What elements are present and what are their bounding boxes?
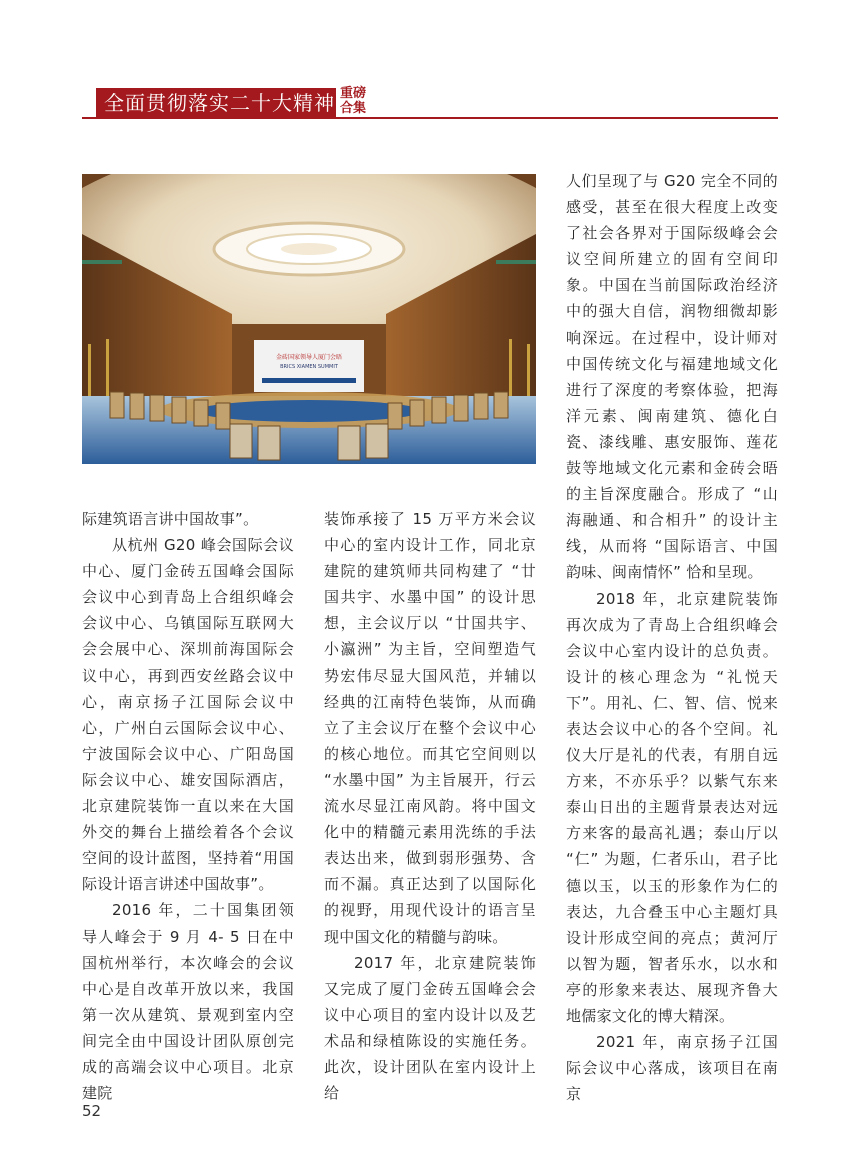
section-tag-line1: 重磅 bbox=[340, 86, 367, 101]
svg-text:金砖国家领导人厦门会晤: 金砖国家领导人厦门会晤 bbox=[275, 354, 343, 361]
header-divider bbox=[82, 117, 778, 119]
paragraph: 际建筑语言讲中国故事”。 bbox=[82, 510, 259, 528]
paragraph: 2017 年，北京建院装饰又完成了厦门金砖五国峰会会议中心项目的室内设计以及艺术品和绿植陈设的实施任务。此次，设计团队在室内设计上给 bbox=[324, 953, 536, 1103]
column-left bbox=[82, 506, 294, 1106]
section-tag-line2: 合集 bbox=[340, 101, 367, 116]
paragraph: 2018 年，北京建院装饰再次成为了青岛上合组织峰会会议中心室内设计的总负责。设计的核心理念为 “礼悦天下”。用礼、仁、智、信、悦来表达会议中心的各个空间。礼仪大厅是礼的代表，有朋自远方来，不亦乐乎？以紫气东来泰山日出的主题背景表达对远方来客的最高礼遇；泰山厅以 “仁” 为题，仁者乐山，君子比德以玉，以玉的形象作为仁的表达，九合叠玉中心主题灯具设计形成空间的亮点；黄河厅以智为题，智者乐水，以水和亭的形象来表达、展现齐鲁大地儒家文化的博大精深。 bbox=[566, 589, 778, 1025]
section-tag bbox=[340, 86, 370, 116]
page-number: 52 bbox=[82, 1102, 102, 1120]
paragraph: 装饰承接了 15 万平方米会议中心的室内设计工作，同北京建院的建筑师共同构建了 “廿国共宇、水墨中国” 的设计思想，主会议厅以 “廿国共宇、小瀛洲” 为主旨，空间塑造气势宏伟尽显大国风范，并辅以经典的江南特色装饰，从而确立了主会议厅在整个会议中心的核心地位。而其它空间则以 “水墨中国” 为主旨展开，行云流水尽显江南风韵。将中国文化中的精髓元素用洗练的手法表达出来，做到弱形强势、含而不漏。真正达到了以国际化的视野，用现代设计的语言呈现中国文化的精髓与韵味。 bbox=[324, 510, 536, 946]
paragraph: 2016 年，二十国集团领导人峰会于 9 月 4- 5 日在中国杭州举行，本次峰会的会议中心是自改革开放以来，我国第一次从建筑、景观到室内空间完全由中国设计团队原创完成的高端会议中心项目。北京建院 bbox=[82, 901, 294, 1103]
paragraph: 2021 年，南京扬子江国际会议中心落成，该项目在南京 bbox=[566, 1033, 778, 1104]
section-banner: 全面贯彻落实二十大精神 bbox=[96, 88, 336, 118]
paragraph: 从杭州 G20 峰会国际会议中心、厦门金砖五国峰会国际会议中心到青岛上合组织峰会会议中心、乌镇国际互联网大会会展中心、深圳前海国际会议中心，再到西安丝路会议中心，南京扬子江国际会议中心，广州白云国际会议中心、宁波国际会议中心、广阳岛国际会议中心、雄安国际酒店，北京建院装饰一直以来在大国外交的舞台上描绘着各个会议空间的设计蓝图，坚持着“用国际设计语言讲述中国故事”。 bbox=[82, 536, 294, 894]
column-right bbox=[566, 168, 778, 1107]
conference-hall-photo bbox=[82, 174, 536, 464]
column-middle bbox=[324, 506, 536, 1106]
paragraph: 人们呈现了与 G20 完全不同的感受，甚至在很大程度上改变了社会各界对于国际级峰会会议空间所建立的固有空间印象。中国在当前国际政治经济中的强大自信，润物细微却影响深远。在过程中，设计师对中国传统文化与福建地域文化进行了深度的考察体验，把海洋元素、闽南建筑、德化白瓷、漆线雕、惠安服饰、莲花鼓等地域文化元素和金砖会晤的主旨深度融合。形成了 “山海融通、和合相升” 的设计主线，从而将 “国际语言、中国韵味、闽南情怀” 恰和呈现。 bbox=[566, 172, 778, 582]
svg-text:BRICS XIAMEN SUMMIT: BRICS XIAMEN SUMMIT bbox=[280, 364, 338, 370]
